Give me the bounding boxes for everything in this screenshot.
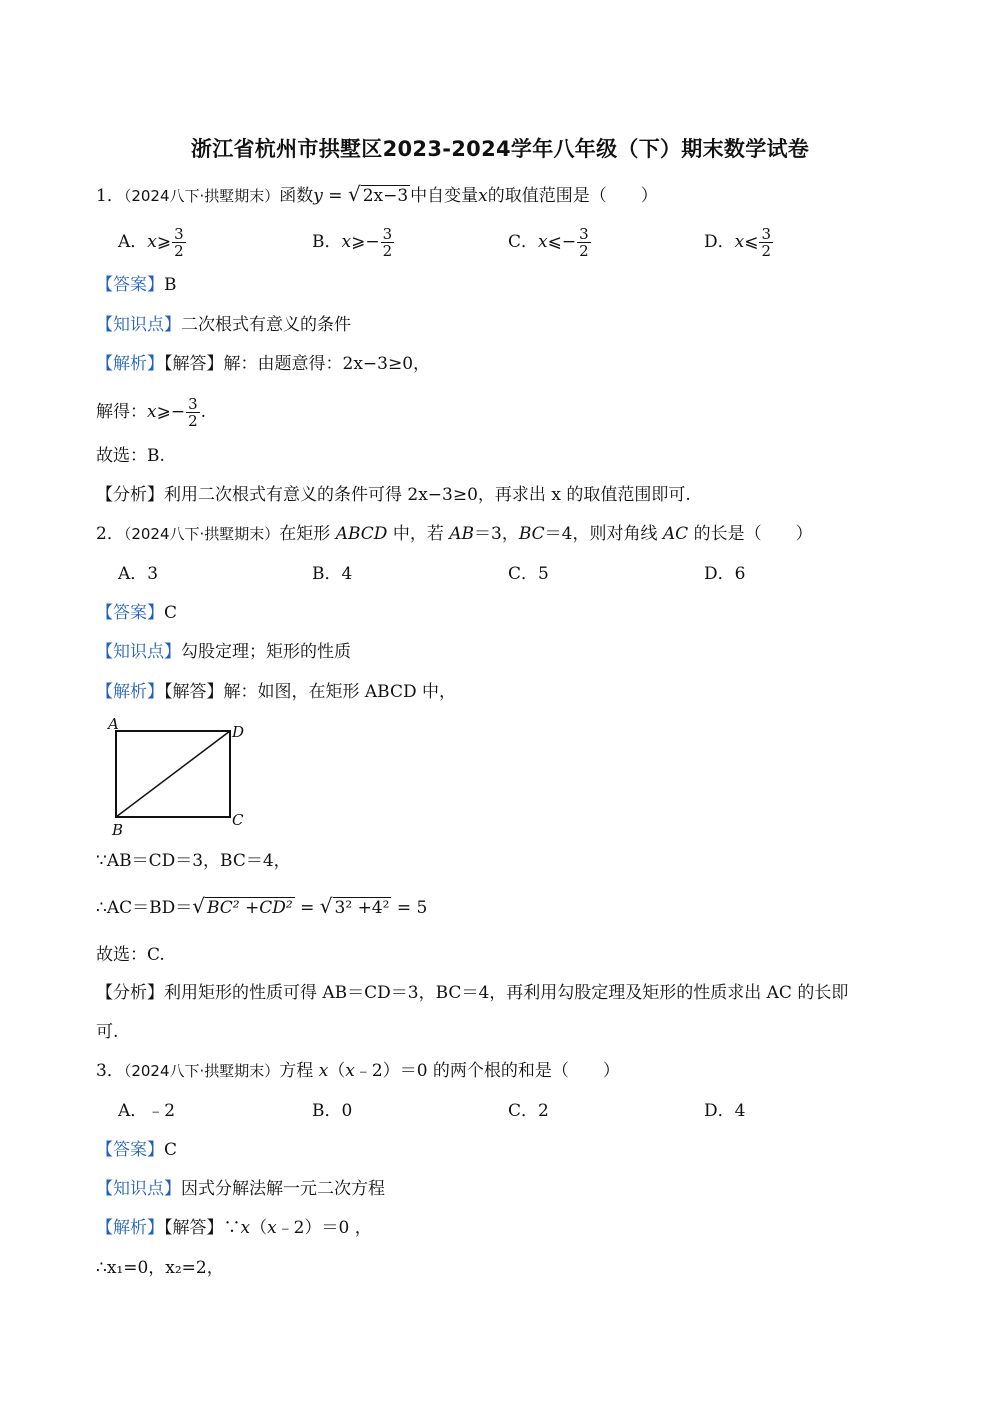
stem-text: （: [328, 1061, 346, 1081]
answer-2: [96, 601, 177, 625]
question-3: [96, 1059, 620, 1083]
option-var: x: [734, 232, 745, 252]
option-b: B．0: [312, 1101, 353, 1121]
option-a: A．﹣2: [118, 1101, 176, 1121]
fraction: [172, 226, 186, 259]
var-x: x: [478, 186, 488, 206]
stem-text: 在矩形: [279, 524, 336, 544]
question-1: [96, 182, 658, 208]
seg-ac: AC: [662, 524, 689, 544]
stem-text: 中自变量: [410, 186, 479, 206]
question-number: 3．: [96, 1061, 124, 1081]
fenxi-2-cont: 可.: [96, 1022, 119, 1042]
answer-3: [96, 1138, 177, 1162]
numerator: 3: [761, 225, 772, 243]
knowledge-value: 因式分解法解一元二次方程: [181, 1179, 385, 1199]
option-relation: ⩾: [156, 232, 172, 252]
answer-tag: 【答案】: [96, 603, 164, 623]
option-a: A．3: [118, 564, 159, 584]
option-var: x: [147, 232, 157, 252]
answer-value: B: [164, 275, 177, 295]
knowledge-3: [96, 1177, 385, 1201]
option-relation: ⩾−: [351, 232, 380, 252]
option-relation: ⩽: [744, 232, 759, 252]
equals: =: [294, 898, 320, 918]
equals: =: [322, 186, 348, 206]
seg-ab: AB: [449, 524, 475, 544]
label-a: A: [108, 715, 119, 733]
question-2: [96, 522, 813, 546]
because-line: ∵AB＝CD＝3，BC＝4，: [96, 851, 291, 871]
analysis-tag: 【解析】: [96, 354, 164, 374]
analysis-text: 【解答】解：如图，在矩形 ABCD 中，: [164, 682, 457, 702]
stem-text: 方程: [279, 1061, 319, 1081]
option-label: D．: [704, 232, 735, 252]
option-d: D．4: [704, 1101, 746, 1121]
stem-text: ＝4，则对角线: [544, 524, 663, 544]
option-c: [508, 226, 592, 259]
fenxi-1: 【分析】利用二次根式有意义的条件可得 2x−3≥0，再求出 x 的取值范围即可.: [96, 485, 691, 505]
denominator: 2: [579, 242, 589, 260]
fraction: [759, 226, 773, 259]
numerator: 3: [174, 225, 184, 243]
option-c: C．5: [508, 564, 549, 584]
period: .: [200, 402, 207, 422]
solve-var: x: [147, 402, 157, 422]
option-a: [118, 226, 187, 259]
question-source: （2024八下·拱墅期末）: [123, 187, 280, 205]
rectangle-figure: [100, 712, 260, 842]
radical-sign: √: [319, 894, 333, 918]
seg-bc: BC: [518, 524, 545, 544]
var-y: y: [313, 186, 323, 206]
option-d: [704, 226, 774, 259]
option-c: C．2: [508, 1101, 549, 1121]
choose-2: 故选：C.: [96, 945, 165, 965]
label-c: C: [232, 811, 244, 829]
question-source: （2024八下·拱墅期末）: [123, 525, 280, 543]
radicand-1: BC² +CD²: [206, 898, 293, 918]
option-label: B．: [312, 232, 342, 252]
fraction: [186, 396, 200, 429]
stem-text: ﹣2）＝0 的两个根的和是（ ）: [354, 1061, 620, 1081]
fraction: [577, 226, 591, 259]
analysis-text: （: [250, 1218, 268, 1238]
analysis-2: [96, 680, 456, 704]
question-source: （2024八下·拱墅期末）: [123, 1062, 280, 1080]
question-number: 1．: [96, 186, 124, 206]
analysis-tag: 【解析】: [96, 682, 164, 702]
answer-tag: 【答案】: [96, 1140, 164, 1160]
choose-1: 故选：B.: [96, 446, 165, 466]
solve-1: [96, 396, 206, 429]
label-d: D: [232, 723, 245, 741]
denominator: 2: [382, 242, 393, 260]
analysis-text: 【解答】解：由题意得：2x−3≥0，: [164, 354, 431, 374]
var-x: x: [240, 1218, 251, 1238]
option-var: x: [538, 232, 548, 252]
solve-prefix: 解得：: [96, 402, 147, 422]
analysis-text: ﹣2）＝0 ，: [276, 1218, 372, 1238]
option-d: D．6: [704, 564, 746, 584]
knowledge-value: 勾股定理；矩形的性质: [181, 642, 351, 662]
knowledge-value: 二次根式有意义的条件: [181, 315, 351, 335]
radical-sign: √: [347, 182, 361, 206]
therefore-prefix: ∴AC＝BD＝: [96, 898, 193, 918]
numerator: 3: [188, 395, 198, 413]
roots-line: ∴x₁=0，x₂=2，: [96, 1258, 224, 1278]
rect-name: ABCD: [335, 524, 388, 544]
page-title: 浙江省杭州市拱墅区2023-2024学年八年级（下）期末数学试卷: [190, 137, 810, 161]
answer-1: [96, 273, 177, 297]
answer-value: C: [164, 1140, 178, 1160]
analysis-text: 【解答】∵: [164, 1218, 241, 1238]
radicand: 2x−3: [362, 186, 409, 206]
option-label: A．: [118, 232, 148, 252]
option-var: x: [341, 232, 352, 252]
knowledge-tag: 【知识点】: [96, 642, 181, 662]
denominator: 2: [761, 242, 772, 260]
stem-text: 的取值范围是（ ）: [487, 186, 658, 206]
question-number: 2．: [96, 524, 124, 544]
answer-value: C: [164, 603, 178, 623]
var-x: x: [267, 1218, 277, 1238]
stem-text: 的长是（ ）: [688, 524, 813, 544]
radicand-2: 3² +4²: [334, 898, 390, 918]
label-b: B: [112, 821, 124, 839]
answer-tag: 【答案】: [96, 275, 164, 295]
option-b: [312, 226, 395, 259]
knowledge-1: [96, 313, 351, 337]
numerator: 3: [579, 225, 589, 243]
option-b: B．4: [312, 564, 353, 584]
option-relation: ⩽−: [547, 232, 577, 252]
radical-sign: √: [192, 894, 205, 918]
fraction: [381, 226, 395, 259]
stem-text: 函数: [279, 186, 314, 206]
analysis-3: [96, 1216, 372, 1240]
var-x: x: [318, 1061, 329, 1081]
result: = 5: [391, 898, 428, 918]
numerator: 3: [382, 225, 393, 243]
solve-relation: ⩾−: [156, 402, 186, 422]
var-x: x: [345, 1061, 355, 1081]
option-label: C．: [508, 232, 539, 252]
knowledge-2: [96, 640, 351, 664]
diagonal-bd: [116, 731, 230, 817]
knowledge-tag: 【知识点】: [96, 1179, 181, 1199]
denominator: 2: [174, 242, 184, 260]
therefore-line: [96, 894, 427, 920]
denominator: 2: [188, 412, 198, 430]
stem-text: 中，若: [387, 524, 450, 544]
stem-text: ＝3，: [474, 524, 519, 544]
analysis-tag: 【解析】: [96, 1218, 164, 1238]
knowledge-tag: 【知识点】: [96, 315, 181, 335]
fenxi-2: 【分析】利用矩形的性质可得 AB＝CD＝3，BC＝4，再利用勾股定理及矩形的性质求出 AC 的长即: [96, 983, 849, 1003]
analysis-1: [96, 352, 430, 376]
